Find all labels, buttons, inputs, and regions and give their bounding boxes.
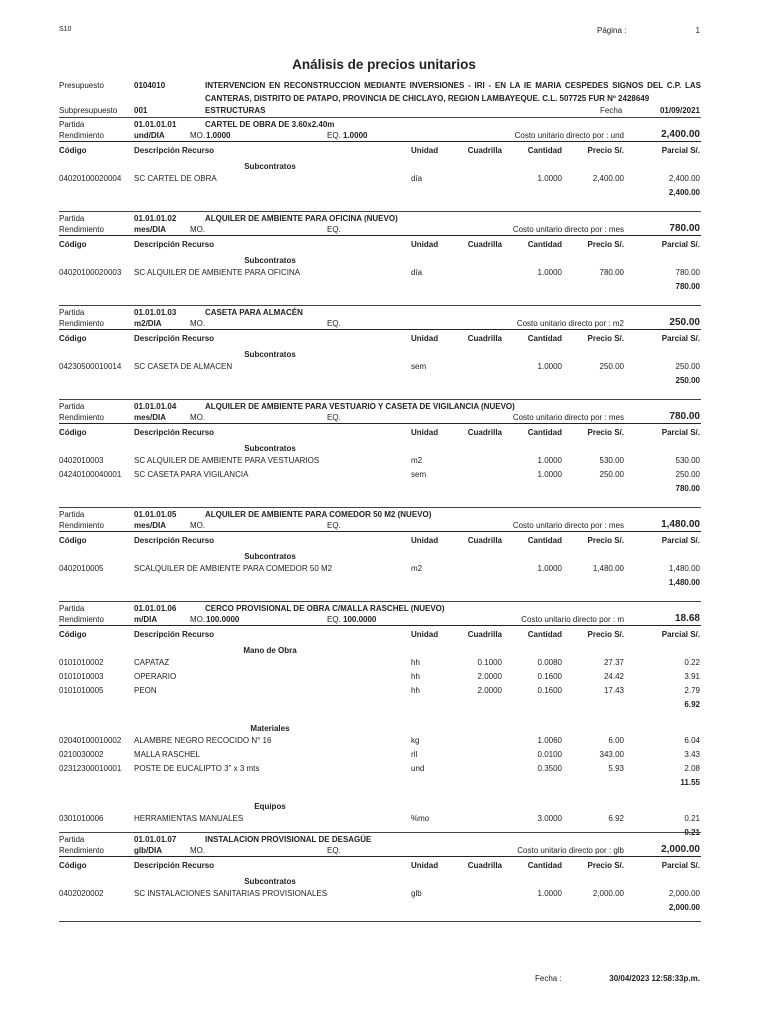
item-precio: 17.43: [603, 686, 624, 695]
partida-label: Partida: [59, 604, 85, 613]
item-cantidad: 0.3500: [537, 764, 562, 773]
col-precio: Precio S/.: [587, 536, 624, 545]
col-codigo: Código: [59, 536, 87, 545]
eq-label: EQ.: [327, 615, 341, 624]
col-cantidad: Cantidad: [527, 630, 562, 639]
item-code: 0101010002: [59, 658, 104, 667]
item-precio: 27.37: [603, 658, 624, 667]
item-code: 0210030002: [59, 750, 104, 759]
subpresupuesto-label: Subpresupuesto: [59, 106, 118, 115]
item-code: 0402020002: [59, 889, 104, 898]
group-subtotal: 0.21: [684, 828, 700, 837]
col-cantidad: Cantidad: [527, 240, 562, 249]
col-unidad: Unidad: [411, 428, 439, 437]
col-parcial: Parcial S/.: [661, 536, 700, 545]
page-title: Análisis de precios unitarios: [292, 57, 476, 72]
item-cantidad: 0.0080: [537, 658, 562, 667]
mo-value: 100.0000: [206, 615, 240, 624]
costo-label: Costo unitario directo por : mes: [512, 225, 624, 234]
col-unidad: Unidad: [411, 861, 439, 870]
rendimiento-label: Rendimiento: [59, 615, 104, 624]
rendimiento-label: Rendimiento: [59, 319, 104, 328]
presupuesto-code: 0104010: [134, 81, 166, 90]
partida-label: Partida: [59, 214, 85, 223]
group-subtotal: 2,000.00: [668, 903, 700, 912]
item-code: 02040100010002: [59, 736, 122, 745]
col-codigo: Código: [59, 861, 87, 870]
item-desc: HERRAMIENTAS MANUALES: [134, 814, 244, 823]
group-subtotal: 2,400.00: [668, 188, 700, 197]
partida-code: 01.01.01.01: [134, 120, 177, 129]
report-code: S10: [59, 26, 72, 33]
group-title: Subcontratos: [244, 444, 296, 453]
item-parcial: 0.22: [684, 658, 700, 667]
group-title: Subcontratos: [244, 552, 296, 561]
item-desc: MALLA RASCHEL: [134, 750, 200, 759]
costo-value: 2,000.00: [661, 844, 700, 855]
item-unit: hh: [411, 672, 420, 681]
item-cantidad: 1.0000: [537, 470, 562, 479]
item-cuadrilla: 2.0000: [477, 686, 502, 695]
mo-label: MO.: [190, 521, 206, 530]
group-subtotal: 250.00: [675, 376, 700, 385]
col-cuadrilla: Cuadrilla: [467, 536, 502, 545]
header-separator: [59, 329, 701, 330]
partida-code: 01.01.01.06: [134, 604, 177, 613]
partida-desc: INSTALACION PROVISIONAL DE DESAGÜE: [205, 835, 372, 844]
item-unit: kg: [411, 736, 420, 745]
col-cantidad: Cantidad: [527, 146, 562, 155]
col-cantidad: Cantidad: [527, 536, 562, 545]
header-separator: [59, 141, 701, 142]
item-unit: día: [411, 268, 423, 277]
item-parcial: 2,400.00: [668, 174, 700, 183]
item-code: 02312300010001: [59, 764, 122, 773]
group-subtotal: 11.55: [680, 778, 700, 787]
item-unit: glb: [411, 889, 422, 898]
item-cantidad: 1.0000: [537, 564, 562, 573]
group-subtotal: 6.92: [684, 700, 700, 709]
partida-label: Partida: [59, 308, 85, 317]
item-desc: CAPATAZ: [134, 658, 170, 667]
partida-code: 01.01.01.05: [134, 510, 177, 519]
item-cantidad: 3.0000: [537, 814, 562, 823]
group-title: Subcontratos: [244, 877, 296, 886]
item-unit: m2: [411, 456, 423, 465]
col-unidad: Unidad: [411, 334, 439, 343]
costo-value: 18.68: [674, 613, 700, 624]
partida-desc: ALQUILER DE AMBIENTE PARA OFICINA (NUEVO): [205, 214, 398, 223]
item-desc: SC ALQUILER DE AMBIENTE PARA OFICINA: [134, 268, 301, 277]
item-cantidad: 1.0000: [537, 174, 562, 183]
rendimiento-label: Rendimiento: [59, 131, 104, 140]
item-cuadrilla: 2.0000: [477, 672, 502, 681]
costo-value: 780.00: [669, 411, 700, 422]
col-precio: Precio S/.: [587, 861, 624, 870]
costo-value: 250.00: [669, 317, 700, 328]
item-parcial: 6.04: [684, 736, 700, 745]
eq-value: 100.0000: [343, 615, 377, 624]
col-cuadrilla: Cuadrilla: [467, 861, 502, 870]
col-unidad: Unidad: [411, 630, 439, 639]
item-parcial: 2.08: [684, 764, 700, 773]
header-separator: [59, 625, 701, 626]
item-unit: %mo: [411, 814, 430, 823]
item-code: 0101010005: [59, 686, 104, 695]
rendimiento-unit: m2/DIA: [134, 319, 162, 328]
item-code: 0402010003: [59, 456, 104, 465]
col-cuadrilla: Cuadrilla: [467, 630, 502, 639]
item-precio: 2,400.00: [592, 174, 624, 183]
item-precio: 2,000.00: [592, 889, 624, 898]
item-parcial: 250.00: [675, 470, 700, 479]
item-cantidad: 0.1600: [537, 686, 562, 695]
item-unit: m2: [411, 564, 423, 573]
item-parcial: 250.00: [675, 362, 700, 371]
partida-separator: [59, 399, 701, 400]
col-precio: Precio S/.: [587, 240, 624, 249]
item-precio: 1,480.00: [592, 564, 624, 573]
item-precio: 250.00: [599, 470, 624, 479]
item-desc: SC CASETA PARA VIGILANCIA: [134, 470, 249, 479]
item-desc: PEON: [134, 686, 157, 695]
partida-desc: CASETA PARA ALMACÉN: [205, 308, 303, 317]
partida-code: 01.01.01.07: [134, 835, 177, 844]
item-precio: 24.42: [603, 672, 624, 681]
group-title: Subcontratos: [244, 162, 296, 171]
group-title: Materiales: [250, 724, 290, 733]
eq-label: EQ.: [327, 131, 341, 140]
col-precio: Precio S/.: [587, 630, 624, 639]
mo-value: 1.0000: [206, 131, 231, 140]
col-descripcion: Descripción Recurso: [134, 536, 215, 545]
item-unit: hh: [411, 686, 420, 695]
partida-separator: [59, 601, 701, 602]
mo-label: MO.: [190, 846, 206, 855]
col-parcial: Parcial S/.: [661, 861, 700, 870]
header-separator: [59, 856, 701, 857]
item-cantidad: 1.0000: [537, 362, 562, 371]
rendimiento-unit: m/DIA: [134, 615, 158, 624]
group-title: Subcontratos: [244, 256, 296, 265]
eq-label: EQ.: [327, 319, 341, 328]
rendimiento-label: Rendimiento: [59, 521, 104, 530]
item-precio: 6.92: [608, 814, 624, 823]
costo-label: Costo unitario directo por : m: [521, 615, 624, 624]
col-descripcion: Descripción Recurso: [134, 240, 215, 249]
partida-separator: [59, 507, 701, 508]
col-descripcion: Descripción Recurso: [134, 334, 215, 343]
item-code: 0402010005: [59, 564, 104, 573]
item-parcial: 2,000.00: [668, 889, 700, 898]
partida-desc: CERCO PROVISIONAL DE OBRA C/MALLA RASCHEL (NUEVO): [205, 604, 445, 613]
partida-label: Partida: [59, 120, 85, 129]
item-precio: 530.00: [599, 456, 624, 465]
partida-label: Partida: [59, 835, 85, 844]
costo-label: Costo unitario directo por : glb: [517, 846, 624, 855]
item-unit: rll: [411, 750, 418, 759]
rendimiento-unit: mes/DIA: [134, 413, 167, 422]
item-code: 0301010006: [59, 814, 104, 823]
col-codigo: Código: [59, 334, 87, 343]
item-unit: sem: [411, 362, 427, 371]
rendimiento-unit: glb/DIA: [134, 846, 162, 855]
eq-label: EQ.: [327, 413, 341, 422]
item-desc: SC CASETA DE ALMACEN: [134, 362, 233, 371]
mo-label: MO.: [190, 615, 206, 624]
col-precio: Precio S/.: [587, 334, 624, 343]
partida-separator: [59, 117, 701, 118]
item-precio: 343.00: [599, 750, 624, 759]
item-code: 0101010003: [59, 672, 104, 681]
item-desc: ALAMBRE NEGRO RECOCIDO N° 16: [134, 736, 272, 745]
item-cantidad: 1.0000: [537, 889, 562, 898]
rendimiento-unit: und/DIA: [134, 131, 165, 140]
col-unidad: Unidad: [411, 240, 439, 249]
col-cantidad: Cantidad: [527, 861, 562, 870]
group-title: Mano de Obra: [243, 646, 297, 655]
fecha-value: 01/09/2021: [659, 106, 700, 115]
item-desc: SC ALQUILER DE AMBIENTE PARA VESTUARIOS: [134, 456, 320, 465]
col-descripcion: Descripción Recurso: [134, 630, 215, 639]
presupuesto-label: Presupuesto: [59, 81, 104, 90]
item-code: 04020100020004: [59, 174, 122, 183]
col-descripcion: Descripción Recurso: [134, 428, 215, 437]
item-parcial: 0.21: [684, 814, 700, 823]
footer-fecha-value: 30/04/2023 12:58:33p.m.: [609, 974, 700, 983]
subpresupuesto-desc: ESTRUCTURAS: [205, 106, 266, 115]
partida-desc: CARTEL DE OBRA DE 3.60x2.40m: [205, 120, 335, 129]
col-precio: Precio S/.: [587, 146, 624, 155]
costo-label: Costo unitario directo por : mes: [512, 413, 624, 422]
item-desc: OPERARIO: [134, 672, 177, 681]
col-descripcion: Descripción Recurso: [134, 146, 215, 155]
group-title: Subcontratos: [244, 350, 296, 359]
partida-desc: ALQUILER DE AMBIENTE PARA COMEDOR 50 M2 (NUEVO): [205, 510, 432, 519]
costo-value: 1,480.00: [661, 519, 700, 530]
header-separator: [59, 531, 701, 532]
col-cuadrilla: Cuadrilla: [467, 428, 502, 437]
item-cantidad: 1.0000: [537, 268, 562, 277]
col-codigo: Código: [59, 630, 87, 639]
col-cantidad: Cantidad: [527, 334, 562, 343]
mo-label: MO.: [190, 413, 206, 422]
rendimiento-label: Rendimiento: [59, 413, 104, 422]
item-precio: 780.00: [599, 268, 624, 277]
footer-fecha-label: Fecha :: [535, 974, 562, 983]
mo-label: MO.: [190, 319, 206, 328]
col-cuadrilla: Cuadrilla: [467, 146, 502, 155]
item-parcial: 3.91: [684, 672, 700, 681]
item-cantidad: 0.0100: [537, 750, 562, 759]
item-parcial: 2.79: [684, 686, 700, 695]
col-parcial: Parcial S/.: [661, 240, 700, 249]
item-parcial: 1,480.00: [668, 564, 700, 573]
col-cuadrilla: Cuadrilla: [467, 334, 502, 343]
col-descripcion: Descripción Recurso: [134, 861, 215, 870]
costo-label: Costo unitario directo por : m2: [516, 319, 624, 328]
rendimiento-unit: mes/DIA: [134, 225, 167, 234]
item-cantidad: 1.0000: [537, 456, 562, 465]
fecha-label: Fecha: [600, 106, 623, 115]
item-cuadrilla: 0.1000: [477, 658, 502, 667]
mo-label: MO.: [190, 225, 206, 234]
eq-value: 1.0000: [343, 131, 368, 140]
col-precio: Precio S/.: [587, 428, 624, 437]
page-number: 1: [695, 26, 700, 35]
partida-desc: ALQUILER DE AMBIENTE PARA VESTUARIO Y CASETA DE VIGILANCIA (NUEVO): [205, 402, 515, 411]
page-label: Página :: [597, 26, 627, 35]
col-codigo: Código: [59, 428, 87, 437]
group-subtotal: 1,480.00: [668, 578, 700, 587]
costo-value: 780.00: [669, 223, 700, 234]
item-parcial: 780.00: [675, 268, 700, 277]
partida-code: 01.01.01.03: [134, 308, 177, 317]
header-separator: [59, 235, 701, 236]
col-unidad: Unidad: [411, 146, 439, 155]
item-code: 04230500010014: [59, 362, 122, 371]
group-subtotal: 780.00: [675, 484, 700, 493]
eq-label: EQ.: [327, 225, 341, 234]
presupuesto-description: INTERVENCION EN RECONSTRUCCION MEDIANTE INVERSIONES - IRI - EN LA IE MARIA CESPEDES SIGNOS DEL C.P. LAS CANTERAS, DISTRITO DE PATAPO, PROVINCIA DE CHICLAYO, REGION LAMBAYEQUE. C.L. 507725 FUR Nº 2428649: [205, 81, 701, 103]
costo-label: Costo unitario directo por : und: [514, 131, 624, 140]
partida-separator: [59, 305, 701, 306]
item-precio: 6.00: [608, 736, 624, 745]
col-codigo: Código: [59, 240, 87, 249]
item-unit: sem: [411, 470, 427, 479]
mo-label: MO.: [190, 131, 206, 140]
col-parcial: Parcial S/.: [661, 630, 700, 639]
item-desc: SC CARTEL DE OBRA: [134, 174, 217, 183]
costo-value: 2,400.00: [661, 129, 700, 140]
final-separator: [59, 921, 701, 922]
partida-code: 01.01.01.02: [134, 214, 177, 223]
item-precio: 5.93: [608, 764, 624, 773]
group-subtotal: 780.00: [675, 282, 700, 291]
partida-code: 01.01.01.04: [134, 402, 177, 411]
col-unidad: Unidad: [411, 536, 439, 545]
partida-label: Partida: [59, 402, 85, 411]
rendimiento-label: Rendimiento: [59, 846, 104, 855]
item-desc: POSTE DE EUCALIPTO 3" x 3 mts: [134, 764, 260, 773]
partida-separator: [59, 211, 701, 212]
eq-label: EQ.: [327, 521, 341, 530]
rendimiento-unit: mes/DIA: [134, 521, 167, 530]
col-cuadrilla: Cuadrilla: [467, 240, 502, 249]
col-parcial: Parcial S/.: [661, 146, 700, 155]
item-code: 04020100020003: [59, 268, 122, 277]
item-parcial: 530.00: [675, 456, 700, 465]
item-cantidad: 0.1600: [537, 672, 562, 681]
item-precio: 250.00: [599, 362, 624, 371]
item-desc: SCALQUILER DE AMBIENTE PARA COMEDOR 50 M2: [134, 564, 333, 573]
group-title: Equipos: [254, 802, 286, 811]
partida-separator: [59, 832, 701, 833]
item-unit: und: [411, 764, 425, 773]
item-desc: SC INSTALACIONES SANITARIAS PROVISIONALES: [134, 889, 328, 898]
subpresupuesto-code: 001: [134, 106, 148, 115]
partida-label: Partida: [59, 510, 85, 519]
item-parcial: 3.43: [684, 750, 700, 759]
col-parcial: Parcial S/.: [661, 428, 700, 437]
rendimiento-label: Rendimiento: [59, 225, 104, 234]
costo-label: Costo unitario directo por : mes: [512, 521, 624, 530]
item-code: 04240100040001: [59, 470, 122, 479]
col-cantidad: Cantidad: [527, 428, 562, 437]
item-unit: día: [411, 174, 423, 183]
item-unit: hh: [411, 658, 420, 667]
col-parcial: Parcial S/.: [661, 334, 700, 343]
item-cantidad: 1.0060: [537, 736, 562, 745]
header-separator: [59, 423, 701, 424]
eq-label: EQ.: [327, 846, 341, 855]
col-codigo: Código: [59, 146, 87, 155]
